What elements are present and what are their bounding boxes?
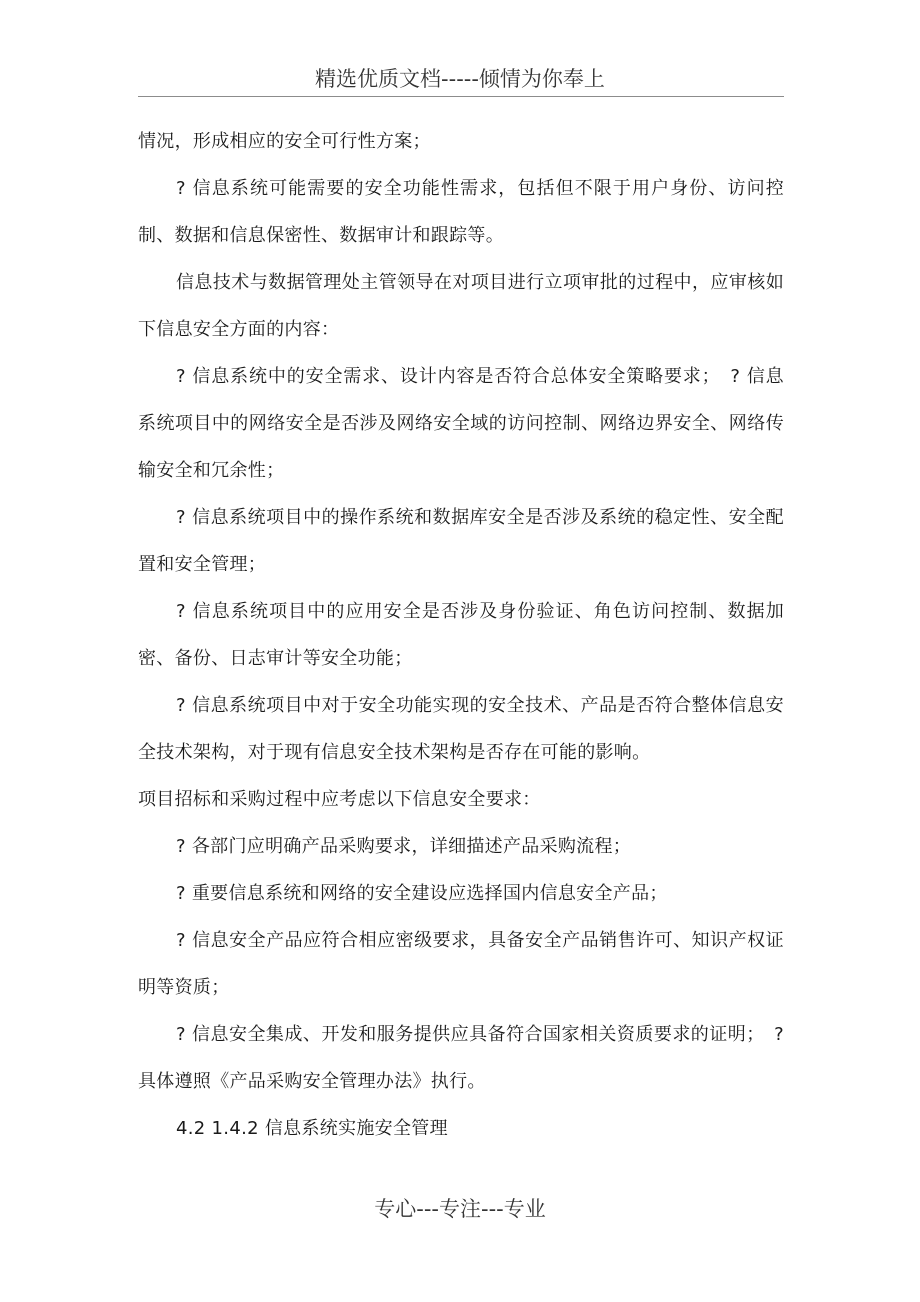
paragraph: ? 各部门应明确产品采购要求，详细描述产品采购流程； [176,836,632,857]
page-footer: 专心---专注---专业 [374,1197,546,1221]
paragraph: ? 信息安全集成、开发和服务提供应具备符合国家相关资质要求的证明； ? 具体遵照《产品采购安全管理办法》执行。 [138,1024,784,1092]
paragraph: ? 信息系统可能需要的安全功能性需求，包括但不限于用户身份、访问控制、数据和信息保密性、数据审计和跟踪等。 [138,178,784,246]
paragraph: ? 信息系统项目中对于安全功能实现的安全技术、产品是否符合整体信息安全技术架构，对于现有信息安全技术架构是否存在可能的影响。 [138,695,784,763]
header-divider [138,96,784,97]
paragraph: 情况，形成相应的安全可行性方案； [138,131,431,152]
paragraph: ? 重要信息系统和网络的安全建设应选择国内信息安全产品； [176,883,668,904]
document-body [138,118,784,1152]
page-header: 精选优质文档-----倾情为你奉上 [315,67,605,91]
section-heading: 4.2 1.4.2 信息系统实施安全管理 [176,1118,448,1139]
paragraph: 信息技术与数据管理处主管领导在对项目进行立项审批的过程中，应审核如下信息安全方面的内容： [138,272,784,340]
paragraph: ? 信息系统中的安全需求、设计内容是否符合总体安全策略要求； ? 信息系统项目中的网络安全是否涉及网络安全域的访问控制、网络边界安全、网络传输安全和冗余性； [138,366,784,481]
paragraph: ? 信息安全产品应符合相应密级要求，具备安全产品销售许可、知识产权证明等资质； [138,930,784,998]
paragraph: ? 信息系统项目中的操作系统和数据库安全是否涉及系统的稳定性、安全配置和安全管理； [138,507,784,575]
paragraph: 项目招标和采购过程中应考虑以下信息安全要求： [138,789,541,810]
paragraph: ? 信息系统项目中的应用安全是否涉及身份验证、角色访问控制、数据加密、备份、日志审计等安全功能； [138,601,784,669]
